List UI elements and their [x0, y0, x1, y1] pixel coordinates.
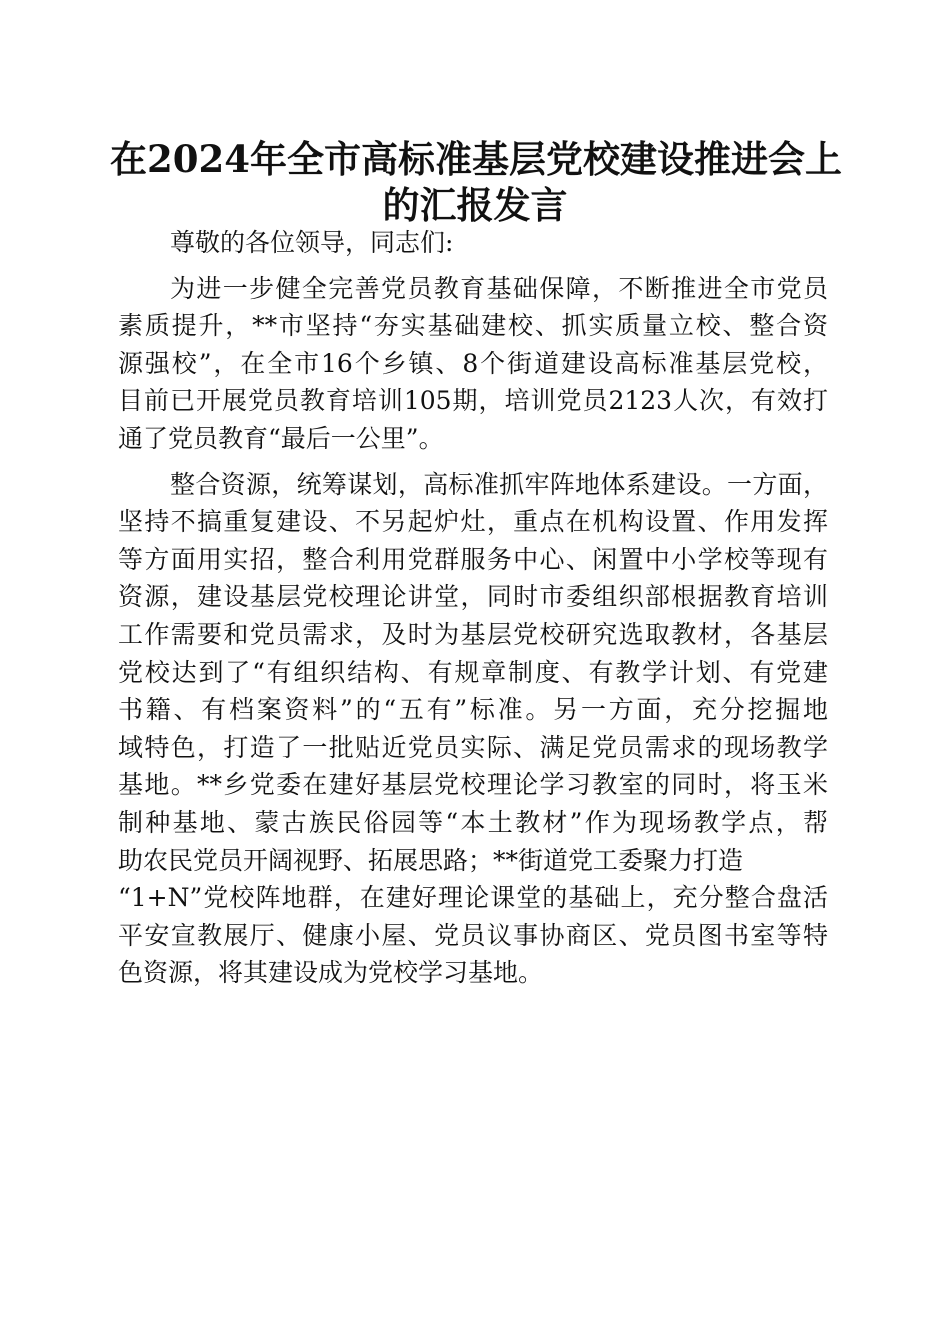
- paragraph-line: 域特色，打造了一批贴近党员实际、满足党员需求的现场教学: [118, 732, 828, 762]
- document-body: [118, 224, 828, 992]
- paragraph-line: 工作需要和党员需求，及时为基层党校研究选取教材，各基层: [118, 619, 828, 649]
- paragraph-line: 素质提升，**市坚持“夯实基础建校、抓实质量立校、整合资: [118, 311, 828, 341]
- paragraph-line: 助农民党员开阔视野、拓展思路；**街道党工委聚力打造: [118, 845, 744, 875]
- paragraph-line: “1+N”党校阵地群，在建好理论课堂的基础上，充分整合盘活: [118, 883, 828, 913]
- document-title: [110, 136, 840, 228]
- paragraph-line: 坚持不搞重复建设、不另起炉灶，重点在机构设置、作用发挥: [118, 507, 828, 537]
- paragraph-line: 目前已开展党员教育培训105期，培训党员2123人次，有效打: [118, 386, 828, 416]
- salutation: 尊敬的各位领导，同志们:: [170, 228, 454, 257]
- paragraph-line: 书籍、有档案资料”的“五有”标准。另一方面，充分挖掘地: [118, 695, 828, 725]
- title-line-1: 在2024年全市高标准基层党校建设推进会上: [110, 137, 842, 181]
- paragraph-line: 通了党员教育“最后一公里”。: [118, 423, 444, 453]
- title-line-2: 的汇报发言: [382, 183, 568, 227]
- paragraph-line: 色资源，将其建设成为党校学习基地。: [118, 958, 544, 988]
- paragraph-2: [118, 466, 828, 992]
- paragraph-line: 整合资源，统筹谋划，高标准抓牢阵地体系建设。一方面，: [170, 469, 828, 499]
- paragraph-line: 基地。**乡党委在建好基层党校理论学习教室的同时，将玉米: [118, 770, 828, 800]
- paragraph-line: 平安宣教展厅、健康小屋、党员议事协商区、党员图书室等特: [118, 920, 828, 950]
- paragraph-line: 源强校”，在全市16个乡镇、8个街道建设高标准基层党校，: [118, 348, 828, 378]
- paragraph-line: 党校达到了“有组织结构、有规章制度、有教学计划、有党建: [118, 657, 828, 687]
- paragraph-line: 制种基地、蒙古族民俗园等“本土教材”作为现场教学点，帮: [118, 807, 828, 837]
- paragraph-line: 资源，建设基层党校理论讲堂，同时市委组织部根据教育培训: [118, 582, 828, 612]
- paragraph-line: 等方面用实招，整合利用党群服务中心、闲置中小学校等现有: [118, 544, 828, 574]
- paragraph-line: 为进一步健全完善党员教育基础保障，不断推进全市党员: [170, 273, 828, 303]
- paragraph-1: [118, 270, 828, 458]
